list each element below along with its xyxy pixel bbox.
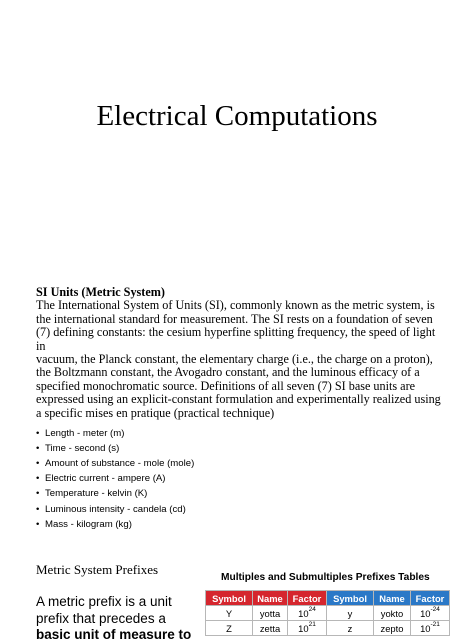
factor-base: 10 <box>298 622 309 634</box>
si-base-units-list <box>36 426 446 532</box>
bullet-icon: • <box>36 443 40 455</box>
list-item <box>36 502 446 517</box>
column-header-symbol: Symbol <box>327 591 374 606</box>
list-item <box>36 471 446 486</box>
list-item-text: Mass - kilogram (kg) <box>45 518 132 530</box>
si-units-section <box>36 286 446 532</box>
bullet-icon: • <box>36 458 40 470</box>
paragraph-line: vacuum, the Planck constant, the elementary charge (i.e., the charge on a proton), <box>36 352 433 367</box>
paragraph-line: the international standard for measurement. The SI rests on a foundation of seven <box>36 311 433 326</box>
table-row <box>206 621 450 636</box>
factor-cell <box>288 621 327 636</box>
name-cell: zepto <box>374 621 411 636</box>
prefixes-heading: Metric System Prefixes <box>36 562 159 577</box>
description-line: A metric prefix is a unit <box>36 594 172 609</box>
factor-cell <box>288 606 327 621</box>
prefix-table <box>205 590 450 636</box>
factor-exponent: 21 <box>308 620 316 628</box>
symbol-cell: z <box>327 621 374 636</box>
factor-exponent: 24 <box>308 605 316 613</box>
factor-exponent: -21 <box>430 620 440 628</box>
si-units-paragraph <box>36 299 446 420</box>
factor-base: 10 <box>420 607 431 619</box>
bullet-icon: • <box>36 518 40 530</box>
list-item <box>36 486 446 501</box>
bullet-icon: • <box>36 428 40 440</box>
bullet-icon: • <box>36 503 40 515</box>
si-units-heading: SI Units (Metric System) <box>36 285 165 299</box>
name-cell: yokto <box>374 606 411 621</box>
symbol-cell: Y <box>206 606 253 621</box>
list-item <box>36 441 446 456</box>
table-row <box>206 606 450 621</box>
list-item <box>36 517 446 532</box>
factor-base: 10 <box>298 607 309 619</box>
column-header-name: Name <box>253 591 288 606</box>
name-cell: zetta <box>253 621 288 636</box>
prefixes-description <box>36 594 196 644</box>
list-item <box>36 456 446 471</box>
column-header-symbol: Symbol <box>206 591 253 606</box>
list-item-text: Luminous intensity - candela (cd) <box>45 503 186 515</box>
page-title: Electrical Computations <box>96 100 378 132</box>
list-item-text: Electric current - ampere (A) <box>45 473 166 485</box>
description-line: basic unit of measure to <box>36 627 192 642</box>
list-item-text: Temperature - kelvin (K) <box>45 488 148 500</box>
paragraph-line: specified monochromatic source. Definitions of all seven (7) SI base units are <box>36 378 416 393</box>
column-header-factor: Factor <box>411 591 450 606</box>
paragraph-line: expressed using an explicit-constant formulation and experimentally realized using <box>36 392 441 407</box>
symbol-cell: y <box>327 606 374 621</box>
bullet-icon: • <box>36 473 40 485</box>
description-line: prefix that precedes a <box>36 610 166 626</box>
list-item <box>36 426 446 441</box>
list-item-text: Amount of substance - mole (mole) <box>45 458 195 470</box>
paragraph-line: The International System of Units (SI), commonly known as the metric system, is <box>36 298 435 313</box>
factor-cell <box>411 606 450 621</box>
factor-exponent: -24 <box>430 605 440 613</box>
column-header-name: Name <box>374 591 411 606</box>
column-header-factor: Factor <box>288 591 327 606</box>
factor-cell <box>411 621 450 636</box>
factor-base: 10 <box>420 622 431 634</box>
table-header-row <box>206 591 450 606</box>
bullet-icon: • <box>36 488 40 500</box>
table-caption: Multiples and Submultiples Prefixes Tables <box>221 572 430 583</box>
list-item-text: Time - second (s) <box>45 443 120 455</box>
paragraph-line: (7) defining constants: the cesium hyperfine splitting frequency, the speed of light in <box>36 325 436 353</box>
name-cell: yotta <box>253 606 288 621</box>
paragraph-line: a specific mises en pratique (practical technique) <box>36 405 275 420</box>
list-item-text: Length - meter (m) <box>45 428 125 440</box>
paragraph-line: the Boltzmann constant, the Avogadro constant, and the luminous efficacy of a <box>36 365 420 380</box>
symbol-cell: Z <box>206 621 253 636</box>
